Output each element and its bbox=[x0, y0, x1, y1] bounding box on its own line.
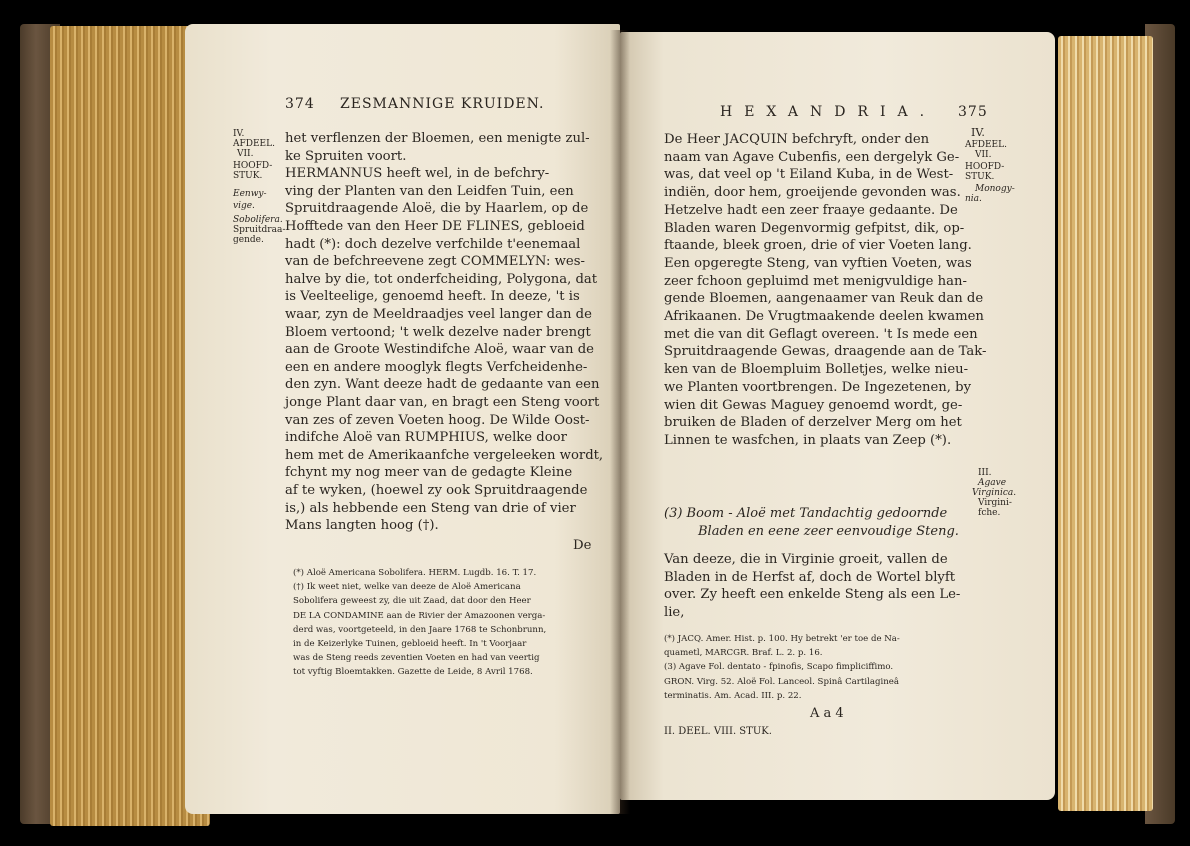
text-line: ftaande, bleek groen, drie of vier Voeten lang. bbox=[664, 238, 972, 254]
left-page bbox=[185, 24, 620, 814]
margin-note: nia. bbox=[965, 194, 982, 204]
text-line: met die van dit Geflagt overeen. 't Is mede een bbox=[664, 326, 978, 342]
text-line: Hofftede van den Heer DE FLINES, gebloeid bbox=[285, 219, 585, 234]
text-line: het verflenzen der Bloemen, een menigte zul- bbox=[285, 131, 590, 146]
text-line: hadt (*): doch dezelve verfchilde t'eenemaal bbox=[285, 236, 581, 252]
margin-note: fche. bbox=[978, 508, 1001, 518]
text-line: De Heer JACQUIN befchryft, onder den bbox=[664, 132, 930, 147]
species-heading-line: Bladen en eene zeer eenvoudige Steng. bbox=[698, 524, 959, 539]
text-line: is Veelteelige, genoemd heeft. In deeze, 't is bbox=[285, 289, 580, 305]
open-book bbox=[20, 14, 1175, 836]
text-line: Bloem vertoond; 't welk dezelve nader brengt bbox=[285, 324, 591, 340]
margin-note: Sobolifera. bbox=[233, 215, 283, 225]
margin-note: STUK. bbox=[965, 172, 995, 182]
margin-note: Virgini- bbox=[978, 498, 1012, 508]
margin-note: IV. bbox=[971, 126, 985, 139]
margin-note: IV. bbox=[233, 129, 245, 139]
text-line: we Planten voortbrengen. De Ingezetenen, by bbox=[664, 379, 972, 395]
text-line: indifche Aloë van RUMPHIUS, welke door bbox=[285, 430, 567, 446]
footnote-line: (3) Agave Fol. dentato - fpinofis, Scapo fimpliciffimo. bbox=[664, 662, 894, 673]
signature-mark: A a 4 bbox=[810, 706, 844, 721]
margin-note: III. bbox=[978, 468, 992, 478]
text-line: HERMANNUS heeft wel, in de befchry- bbox=[285, 166, 550, 182]
right-page bbox=[620, 32, 1055, 800]
text-line: Een opgeregte Steng, van vyftien Voeten, was bbox=[664, 255, 972, 271]
footnote-line: was de Steng reeds zeventien Voeten en had van veertig bbox=[293, 653, 540, 664]
text-line: indiën, door hem, groeijende gevonden was. bbox=[664, 185, 961, 201]
text-line: bruiken de Bladen of derzelver Merg om het bbox=[664, 415, 962, 431]
text-line: af te wyken, (hoewel zy ook Spruitdraagende bbox=[285, 483, 588, 498]
footnote-line: (†) Ik weet niet, welke van deeze de Aloë Americana bbox=[293, 582, 521, 593]
text-line: gende Bloemen, aangenaamer van Reuk dan de bbox=[664, 291, 984, 307]
margin-note: HOOFD- bbox=[233, 161, 273, 171]
margin-note: Virginica. bbox=[972, 488, 1017, 498]
footnote-line: (*) Aloë Americana Sobolifera. HERM. Lugdb. 16. T. 17. bbox=[293, 568, 537, 578]
text-line: Van deeze, die in Virginie groeit, vallen de bbox=[664, 552, 948, 567]
text-line: Mans langten hoog (†). bbox=[285, 518, 439, 534]
text-line: van de befchreevene zegt COMMELYN: wes- bbox=[285, 254, 585, 270]
margin-note: Agave bbox=[978, 478, 1007, 488]
footnote-line: GRON. Virg. 52. Aloë Fol. Lanceol. Spinâ Cartilagineâ bbox=[664, 676, 899, 687]
running-head: HEXANDRIA. bbox=[720, 104, 937, 120]
species-heading-line: (3) Boom - Aloë met Tandachtig gedoornde bbox=[664, 506, 948, 521]
right-page-edges bbox=[1058, 36, 1153, 811]
margin-note: AFDEEL. bbox=[233, 139, 275, 149]
margin-note: Monogy- bbox=[975, 184, 1015, 194]
margin-note: VII. bbox=[237, 149, 254, 159]
text-line: Spruitdraagende Gewas, draagende aan de Tak- bbox=[664, 344, 987, 360]
text-line: ken van de Bloempluim Bolletjes, welke nieu- bbox=[664, 362, 969, 378]
footnote-line: tot vyftig Bloemtakken. Gazette de Leide, 8 Avril 1768. bbox=[293, 667, 533, 678]
margin-note: AFDEEL. bbox=[965, 140, 1007, 150]
text-line: is,) als hebbende een Steng van drie of vier bbox=[285, 500, 576, 516]
text-line: den zyn. Want deeze hadt de gedaante van een bbox=[285, 377, 600, 393]
margin-note: vige. bbox=[233, 201, 255, 211]
footnote-line: quametl, MARCGR. Braf. L. 2. p. 16. bbox=[664, 648, 823, 659]
footnote-line: in de Keizerlyke Tuinen, gebloeid heeft. In 't Voorjaar bbox=[293, 639, 527, 649]
text-line: Spruitdraagende Aloë, die by Haarlem, op de bbox=[285, 201, 589, 217]
text-line: ving der Planten van den Leidfen Tuin, een bbox=[285, 183, 574, 199]
footnote-line: Sobolifera geweest zy, die uit Zaad, dat door den Heer bbox=[293, 596, 531, 607]
page-number: 374 bbox=[285, 96, 315, 112]
text-line: Hetzelve hadt een zeer fraaye gedaante. De bbox=[664, 202, 958, 218]
text-line: Bladen waren Degenvormig gefpitst, dik, op- bbox=[664, 220, 965, 236]
footnote-line: (*) JACQ. Amer. Hist. p. 100. Hy betrekt 'er toe de Na- bbox=[664, 634, 900, 644]
text-line: van zes of zeven Voeten hoog. De Wilde Oost- bbox=[285, 412, 590, 428]
text-line: een en andere mooglyk flegts Verfcheidenhe- bbox=[285, 359, 588, 375]
footnote-line: terminatis. Am. Acad. III. p. 22. bbox=[664, 690, 802, 701]
signature-line: II. DEEL. VIII. STUK. bbox=[664, 726, 772, 737]
margin-note: HOOFD- bbox=[965, 162, 1005, 172]
text-line: was, dat veel op 't Eiland Kuba, in de West- bbox=[664, 167, 954, 183]
margin-note: VII. bbox=[975, 150, 992, 160]
text-line: hem met de Amerikaanfche vergeleeken wordt, bbox=[285, 447, 604, 463]
text-line: lie, bbox=[664, 605, 685, 621]
text-line: Bladen in de Herfst af, doch de Wortel blyft bbox=[664, 569, 956, 585]
margin-note: Eenwy- bbox=[233, 189, 267, 199]
text-line: waar, zyn de Meeldraadjes veel langer dan de bbox=[285, 307, 592, 322]
text-line: naam van Agave Cubenfis, een dergelyk Ge- bbox=[664, 149, 960, 165]
text-line: fchynt my nog meer van de gedagte Kleine bbox=[285, 465, 573, 481]
footnote-line: DE LA CONDAMINE aan de Rivier der Amazoonen verga- bbox=[293, 610, 546, 621]
running-head: ZESMANNIGE KRUIDEN. bbox=[340, 96, 545, 112]
margin-note: STUK. bbox=[233, 171, 263, 181]
margin-note: Spruitdraa- bbox=[233, 225, 286, 235]
page-number: 375 bbox=[958, 104, 988, 120]
text-line: Afrikaanen. De Vrugtmaakende deelen kwamen bbox=[664, 309, 984, 324]
text-line: Linnen te wasfchen, in plaats van Zeep (*). bbox=[664, 432, 952, 448]
text-line: over. Zy heeft een enkelde Steng als een Le- bbox=[664, 587, 961, 603]
text-line: ke Spruiten voort. bbox=[285, 148, 407, 164]
gutter-shadow bbox=[610, 30, 630, 814]
footnote-line: derd was, voortgeteeld, in den Jaare 1768 te Schonbrunn, bbox=[293, 624, 547, 635]
text-line: wien dit Gewas Maguey genoemd wordt, ge- bbox=[664, 397, 963, 413]
text-line: halve by die, tot onderfcheiding, Polygona, dat bbox=[285, 271, 598, 287]
catchword: De bbox=[573, 538, 592, 553]
text-line: aan de Groote Westindifche Aloë, waar van de bbox=[285, 342, 594, 358]
text-line: zeer fchoon gepluimd met menigvuldige han- bbox=[664, 273, 967, 289]
margin-note: gende. bbox=[233, 235, 264, 245]
text-line: jonge Plant daar van, en bragt een Steng voort bbox=[285, 395, 600, 410]
